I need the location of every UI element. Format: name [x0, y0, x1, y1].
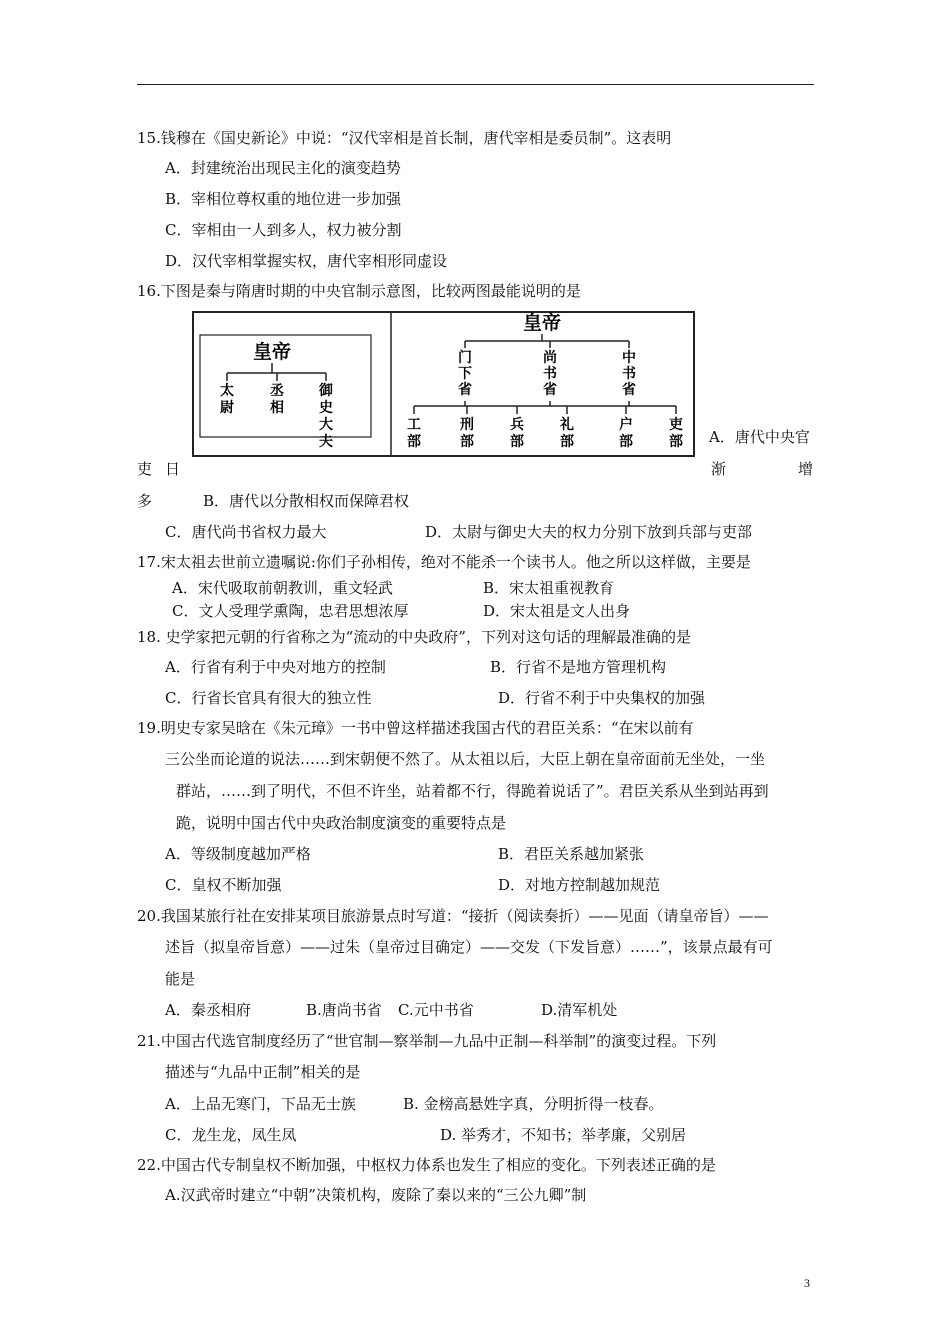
svg-text:书: 书: [543, 366, 557, 382]
svg-text:部: 部: [669, 434, 683, 450]
svg-text:礼: 礼: [560, 417, 574, 433]
svg-text:吏: 吏: [669, 417, 683, 433]
q22-stem: 22.中国古代专制皇权不断加强，中枢权力体系也发生了相应的变化。下列表述正确的是: [137, 1156, 716, 1174]
q21-option-c: C．龙生龙，凤生凤: [165, 1126, 297, 1144]
q20-option-a: A．秦丞相府: [165, 1001, 251, 1019]
q16-option-a-part2c: 渐: [711, 460, 727, 478]
tang-ministry-1: [460, 417, 474, 450]
q21-option-b: B. 金榜高悬姓字真，分明折得一枝春。: [403, 1095, 664, 1113]
q19-option-b: B．君臣关系越加紧张: [498, 845, 645, 863]
svg-text:门: 门: [458, 350, 472, 366]
q16-stem: 16.下图是秦与隋唐时期的中央官制示意图，比较两图最能说明的是: [137, 282, 581, 300]
q18-option-a: A．行省有利于中央对地方的控制: [165, 658, 386, 676]
qin-office-1: [270, 383, 284, 416]
q21-option-a: A．上品无寒门，下品无士族: [165, 1095, 356, 1113]
svg-text:省: 省: [458, 382, 472, 398]
svg-text:尚: 尚: [543, 350, 557, 366]
q17-option-c: C．文人受理学熏陶，忠君思想浓厚: [172, 602, 409, 620]
svg-text:部: 部: [460, 434, 474, 450]
q19-line1: 19.明史专家吴晗在《朱元璋》一书中曾这样描述我国古代的君臣关系：“在宋以前有: [137, 719, 694, 737]
q16-option-b: B．唐代以分散相权而保障君权: [203, 492, 410, 510]
tang-ministry-4: [619, 416, 633, 450]
svg-text:太: 太: [220, 383, 234, 399]
q20-option-c: C.元中书省: [398, 1001, 474, 1019]
svg-text:刑: 刑: [460, 417, 474, 433]
q15-stem: 15.钱穆在《国史新论》中说：“汉代宰相是首长制，唐代宰相是委员制”。这表明: [137, 129, 672, 147]
page-number: 3: [804, 1276, 810, 1290]
q16-option-a-part3: 多: [137, 492, 153, 510]
svg-text:史: 史: [319, 400, 333, 416]
q18-option-c: C．行省长官具有很大的独立性: [165, 689, 372, 707]
q15-option-b: B．宰相位尊权重的地位进一步加强: [165, 190, 402, 208]
q16-option-c: C．唐代尚书省权力最大: [165, 523, 327, 541]
q16-option-a-part2b: 日: [165, 460, 181, 478]
svg-text:尉: 尉: [220, 400, 234, 416]
q19-line4: 跪，说明中国古代中央政治制度演变的重要特点是: [176, 814, 507, 832]
q17-option-b: B．宋太祖重视教育: [483, 579, 615, 597]
tang-ministry-0: [407, 417, 421, 450]
header-rule: [137, 84, 814, 85]
svg-text:户: 户: [619, 417, 633, 433]
svg-text:下: 下: [458, 366, 472, 382]
svg-text:部: 部: [407, 434, 421, 450]
q19-option-a: A．等级制度越加严格: [165, 845, 311, 863]
svg-text:书: 书: [622, 366, 636, 382]
svg-text:御: 御: [319, 383, 333, 399]
q21-line2: 描述与“九品中正制”相关的是: [165, 1063, 361, 1081]
q18-option-d: D．行省不利于中央集权的加强: [498, 689, 706, 707]
svg-text:部: 部: [619, 434, 633, 450]
q19-option-c: C．皇权不断加强: [165, 876, 282, 894]
svg-text:部: 部: [510, 434, 524, 450]
tang-ministry-5: [669, 416, 683, 450]
svg-text:大: 大: [319, 417, 333, 433]
q22-option-a: A.汉武帝时建立“中朝”决策机构，废除了秦以来的“三公九卿”制: [165, 1186, 587, 1204]
q19-line2: 三公坐而论道的说法……到宋朝便不然了。从太祖以后，大臣上朝在皇帝面前无坐处，一坐: [165, 750, 766, 768]
q20-line1: 20.我国某旅行社在安排某项目旅游景点时写道：“接折（阅读奏折）——见面（请皇帝旨）——: [137, 907, 769, 925]
tang-province-0: [458, 349, 472, 398]
svg-text:丞: 丞: [270, 383, 284, 399]
qin-emperor: 皇帝: [252, 341, 292, 363]
q20-option-b: B.唐尚书省: [306, 1001, 382, 1019]
q21-option-d: D. 举秀才，不知书；举孝廉，父别居: [440, 1126, 687, 1144]
q15-option-c: C．宰相由一人到多人，权力被分割: [165, 221, 402, 239]
svg-text:中: 中: [622, 350, 636, 366]
q16-option-a-part1: A．唐代中央官: [709, 428, 810, 446]
q17-option-d: D．宋太祖是文人出身: [483, 602, 631, 620]
svg-text:部: 部: [560, 434, 574, 450]
q20-line3: 能是: [165, 970, 196, 988]
q16-option-d: D．太尉与御史大夫的权力分别下放到兵部与吏部: [425, 523, 753, 541]
tang-emperor: 皇帝: [522, 312, 562, 334]
q20-option-d: D.清军机处: [541, 1001, 618, 1019]
svg-text:省: 省: [543, 382, 557, 398]
central-government-diagram: [192, 311, 695, 457]
qin-office-2: [319, 382, 333, 450]
svg-text:省: 省: [622, 382, 636, 398]
q15-option-a: A．封建统治出现民主化的演变趋势: [165, 159, 401, 177]
q17-stem: 17.宋太祖去世前立遗嘱说:你们子孙相传，绝对不能杀一个读书人。他之所以这样做，主要是: [137, 553, 751, 571]
tang-ministry-3: [559, 416, 574, 450]
q18-option-b: B．行省不是地方管理机构: [490, 658, 667, 676]
tang-ministry-2: [510, 416, 524, 450]
q16-option-a-part2a: 吏: [137, 460, 153, 478]
q16-option-a-part2d: 增: [798, 460, 814, 478]
q19-option-d: D．对地方控制越加规范: [498, 876, 661, 894]
tang-province-2: [622, 349, 636, 398]
q20-line2: 述旨（拟皇帝旨意）——过朱（皇帝过目确定）——交发（下发旨意）……”，该景点最有可: [165, 938, 773, 956]
q15-option-d: D．汉代宰相掌握实权，唐代宰相形同虚设: [165, 252, 448, 270]
svg-text:兵: 兵: [510, 417, 524, 433]
q17-option-a: A．宋代吸取前朝教训，重文轻武: [172, 579, 393, 597]
q18-stem: 18. 史学家把元朝的行省称之为“流动的中央政府”，下列对这句话的理解最准确的是: [137, 628, 691, 646]
svg-text:夫: 夫: [319, 434, 333, 450]
qin-office-0: [220, 382, 234, 416]
q19-line3: 群站，……到了明代，不但不许坐，站着都不行，得跪着说话了”。君臣关系从坐到站再到: [176, 782, 769, 800]
tang-province-1: [543, 349, 557, 398]
svg-text:工: 工: [407, 417, 421, 433]
svg-text:相: 相: [270, 400, 284, 416]
q21-line1: 21.中国古代选官制度经历了“世官制—察举制—九品中正制—科举制”的演变过程。下列: [137, 1032, 717, 1050]
